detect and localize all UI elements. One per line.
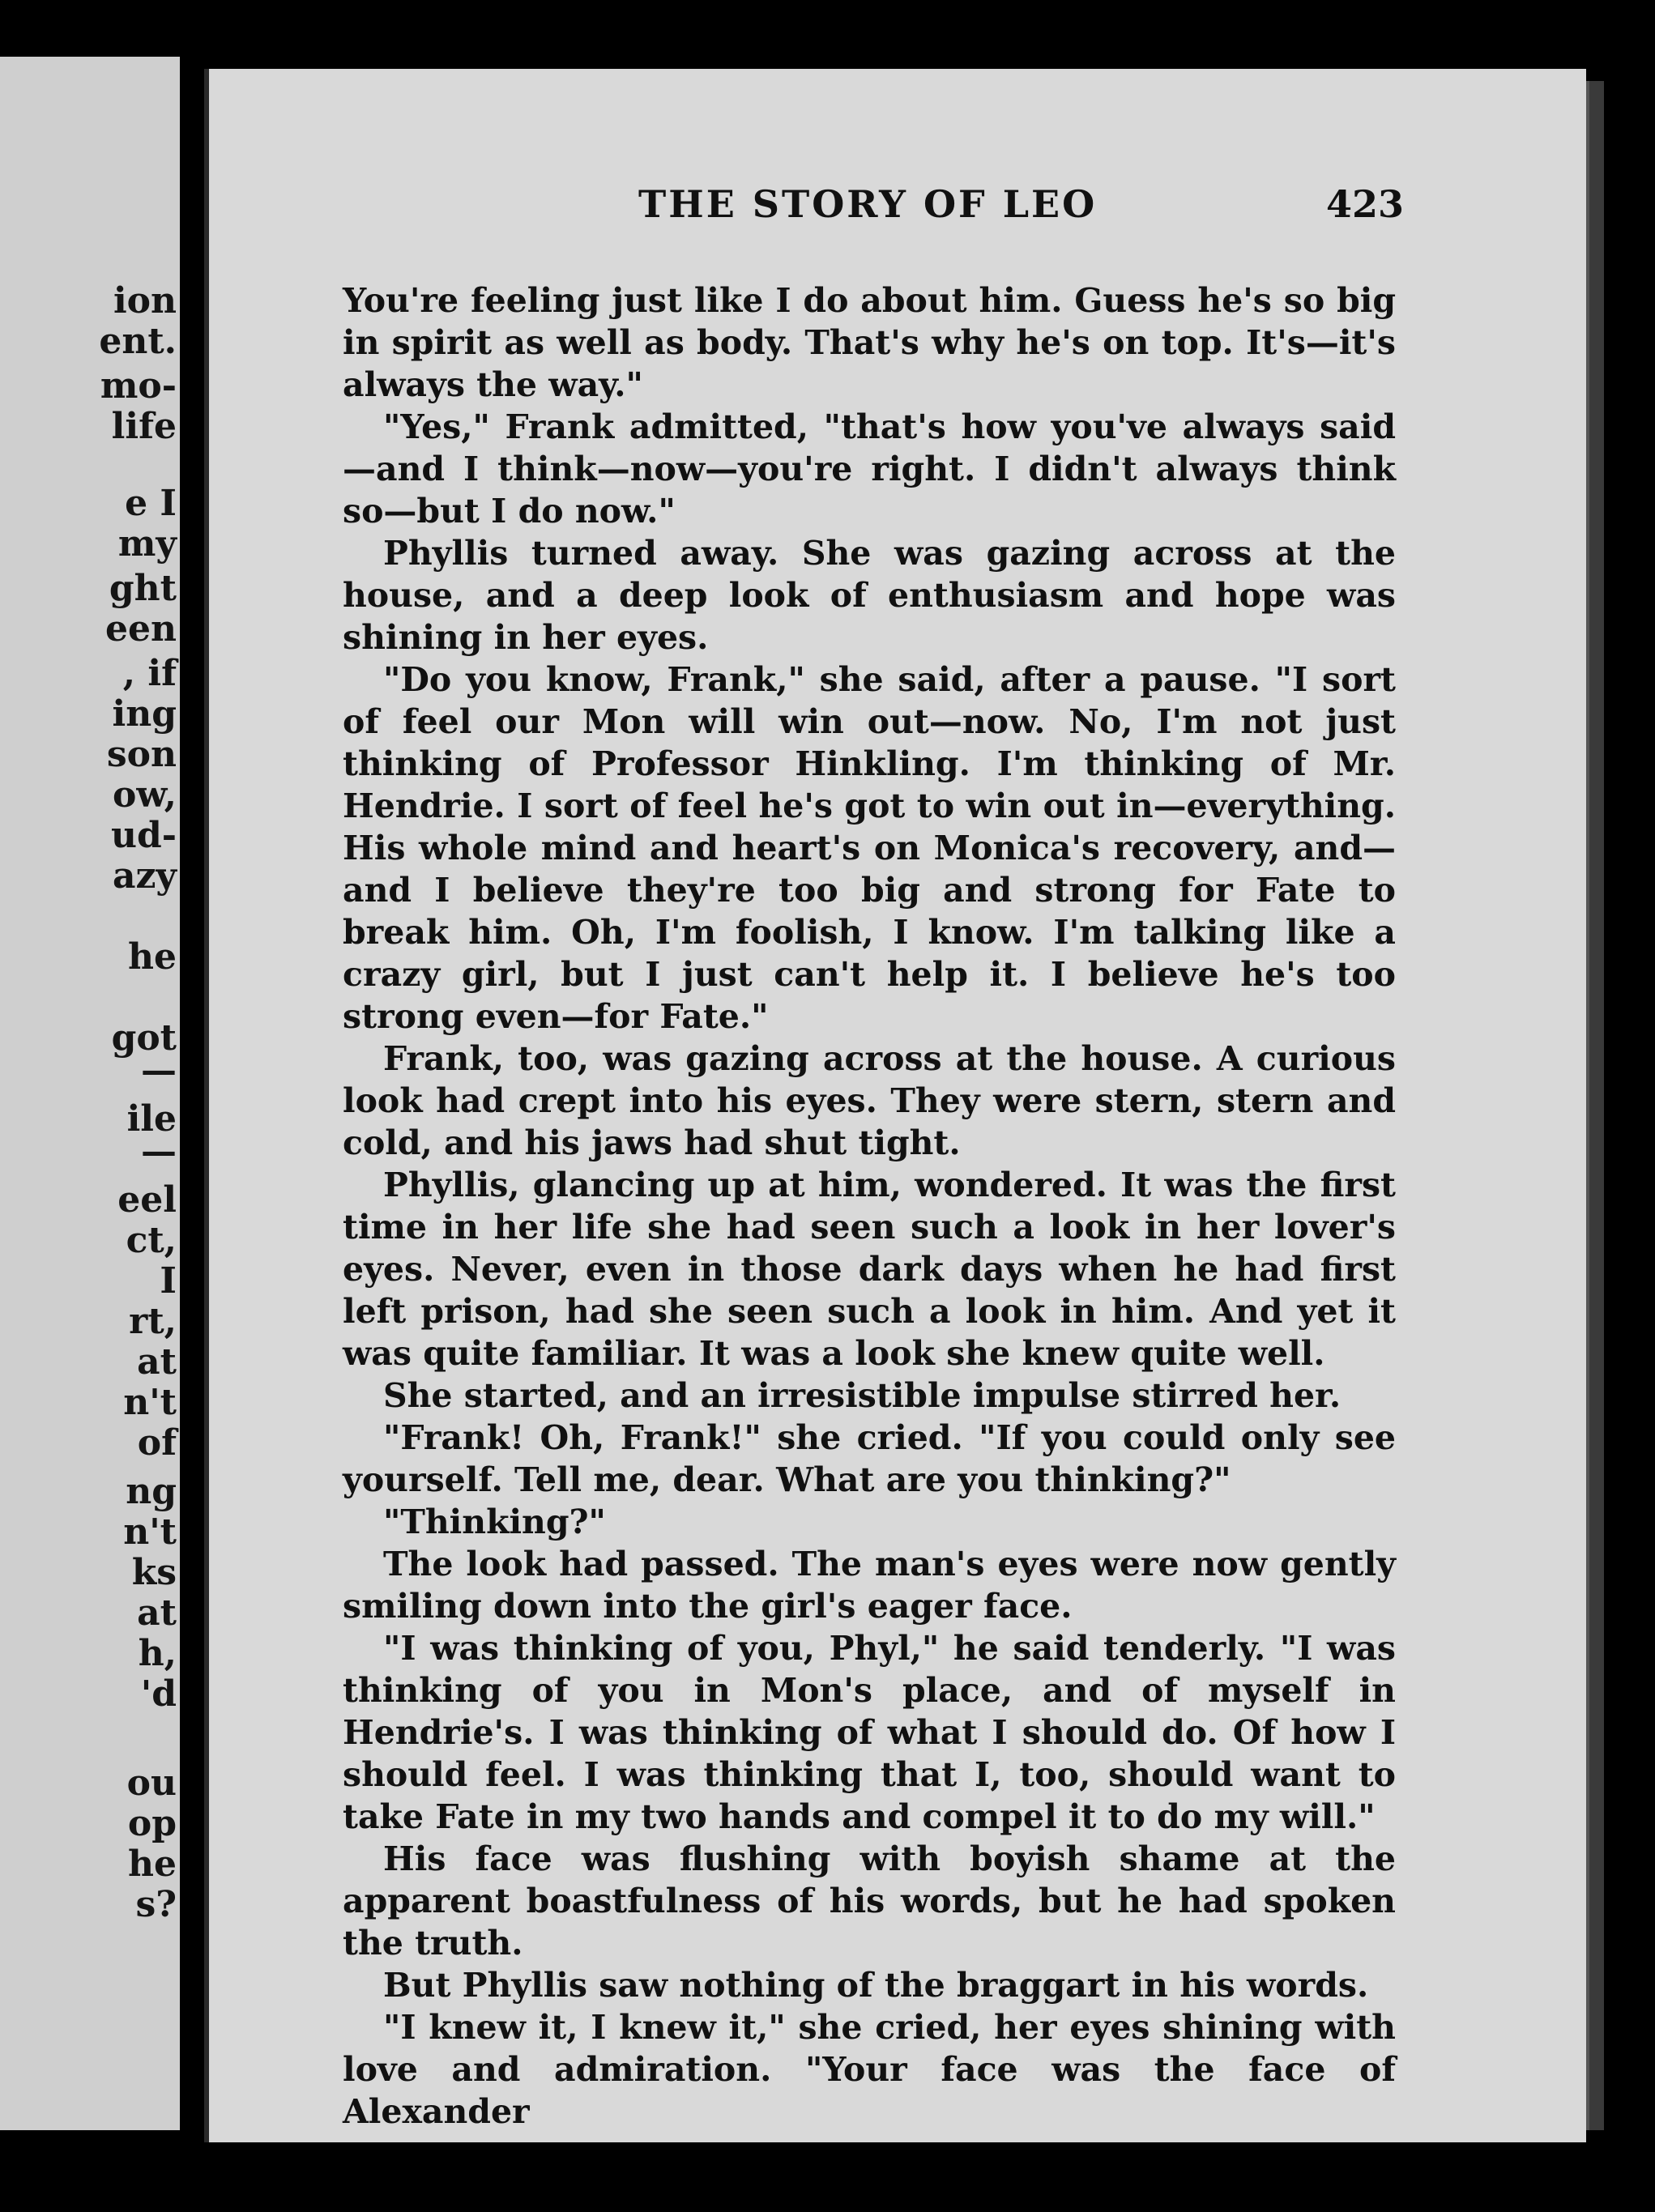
left-page-fragment: son [106,734,177,775]
paragraph: "I knew it, I knew it," she cried, her eyes shining with love and admiration. "Your face was the face of Alexander [343,2008,1396,2131]
left-page-fragment: ent. [99,321,177,362]
left-page-fragment: life [111,406,177,447]
left-page-fragment: mo- [100,365,177,407]
paragraph: "I was thinking of you, Phyl," he said tenderly. "I was thinking of you in Mon's place, and of myself in Hendrie's. I was thinking of what I should do. Of how I should feel. I was thinking that I, too, should want to take Fate in my two hands and compel it to do my will." [343,1629,1396,1836]
left-page-fragment: rt, [129,1301,177,1342]
paragraph: Frank, too, was gazing across at the house. A curious look had crept into his eyes. They were stern, stern and cold, and his jaws had shut tight. [343,1039,1396,1162]
page-number: 423 [1325,182,1404,226]
page-edge [1586,81,1604,2130]
paragraph: Phyllis, glancing up at him, wondered. It was the first time in her life she had seen such a look in her lover's eyes. Never, even in those dark days when he had first left prison, had she seen such a look in him. And yet it was quite familiar. It was a look she knew quite well. [343,1166,1396,1373]
left-page-fragment: ow, [113,774,177,816]
paragraph: But Phyllis saw nothing of the braggart in his words. [383,1966,1369,2005]
left-page-fragment: ght [109,568,177,609]
left-page-fragment: ou [126,1762,177,1804]
left-page-fragment: ks [131,1552,177,1593]
left-page-fragment: eel [117,1179,177,1221]
left-page-fragment: got [111,1017,177,1059]
left-page-fragment: at [137,1592,177,1634]
paragraph: "Yes," Frank admitted, "that's how you've always said —and I think—now—you're right. I didn't always think so—but I do now." [343,407,1396,531]
left-page-fragment: , if [122,653,177,694]
left-page-fragment: een [105,608,177,650]
left-page-fragment: azy [112,855,177,897]
left-page-fragment: ng [126,1471,177,1512]
paragraph: "Frank! Oh, Frank!" she cried. "If you could only see yourself. Tell me, dear. What are you thinking?" [343,1418,1396,1499]
left-page [0,57,180,2130]
left-page-fragment: ud- [110,815,177,856]
left-page-fragment: n't [123,1511,177,1553]
left-page-fragment: e I [125,483,177,524]
paragraph: She started, and an irresistible impulse stirred her. [383,1376,1341,1415]
paragraph: His face was flushing with boyish shame at the apparent boastfulness of his words, but he had spoken the truth. [343,1839,1396,1963]
left-page-fragment: he [128,1843,177,1885]
right-page [204,69,1586,2142]
paragraph: "Do you know, Frank," she said, after a pause. "I sort of feel our Mon will win out—now. No, I'm not just thinking of Professor Hinkling. I'm thinking of Mr. Hendrie. I sort of feel he's got to win out in—everything. His whole mind and heart's on Monica's recovery, and—and I believe they're too big and strong for Fate to break him. Oh, I'm foolish, I know. I'm talking like a crazy girl, but I just can't help it. I believe he's too strong even—for Fate." [343,660,1396,1036]
left-page-fragment: — [141,1131,177,1172]
paragraph: You're feeling just like I do about him. Guess he's so big in spirit as well as body. That's why he's on top. It's—it's always the way." [343,281,1396,404]
paragraph: "Thinking?" [383,1502,606,1541]
left-page-fragment: he [128,936,177,978]
paragraph: The look had passed. The man's eyes were now gently smiling down into the girl's eager face. [343,1545,1396,1626]
left-page-fragment: of [137,1422,177,1464]
left-page-fragment: my [117,523,177,565]
left-page-fragment: s? [135,1884,177,1925]
left-page-fragments [0,57,180,2130]
left-page-fragment: I [160,1260,177,1302]
left-page-fragment: at [137,1341,177,1383]
left-page-fragment: op [127,1803,177,1844]
body-text [343,279,1396,2133]
left-page-fragment: ile [126,1098,177,1140]
running-title: THE STORY OF LEO [638,182,1098,226]
left-page-fragment: ing [112,693,177,735]
left-page-fragment: 'd [140,1673,177,1715]
left-page-fragment: ion [113,280,177,322]
left-page-fragment: h, [138,1633,177,1674]
paragraph: Phyllis turned away. She was gazing across at the house, and a deep look of enthusiasm and hope was shining in her eyes. [343,534,1396,657]
page-header [209,182,1586,239]
left-page-fragment: — [141,1050,177,1091]
left-page-fragment: ct, [126,1220,177,1261]
book-gutter [180,49,204,2154]
left-page-fragment: n't [123,1382,177,1423]
